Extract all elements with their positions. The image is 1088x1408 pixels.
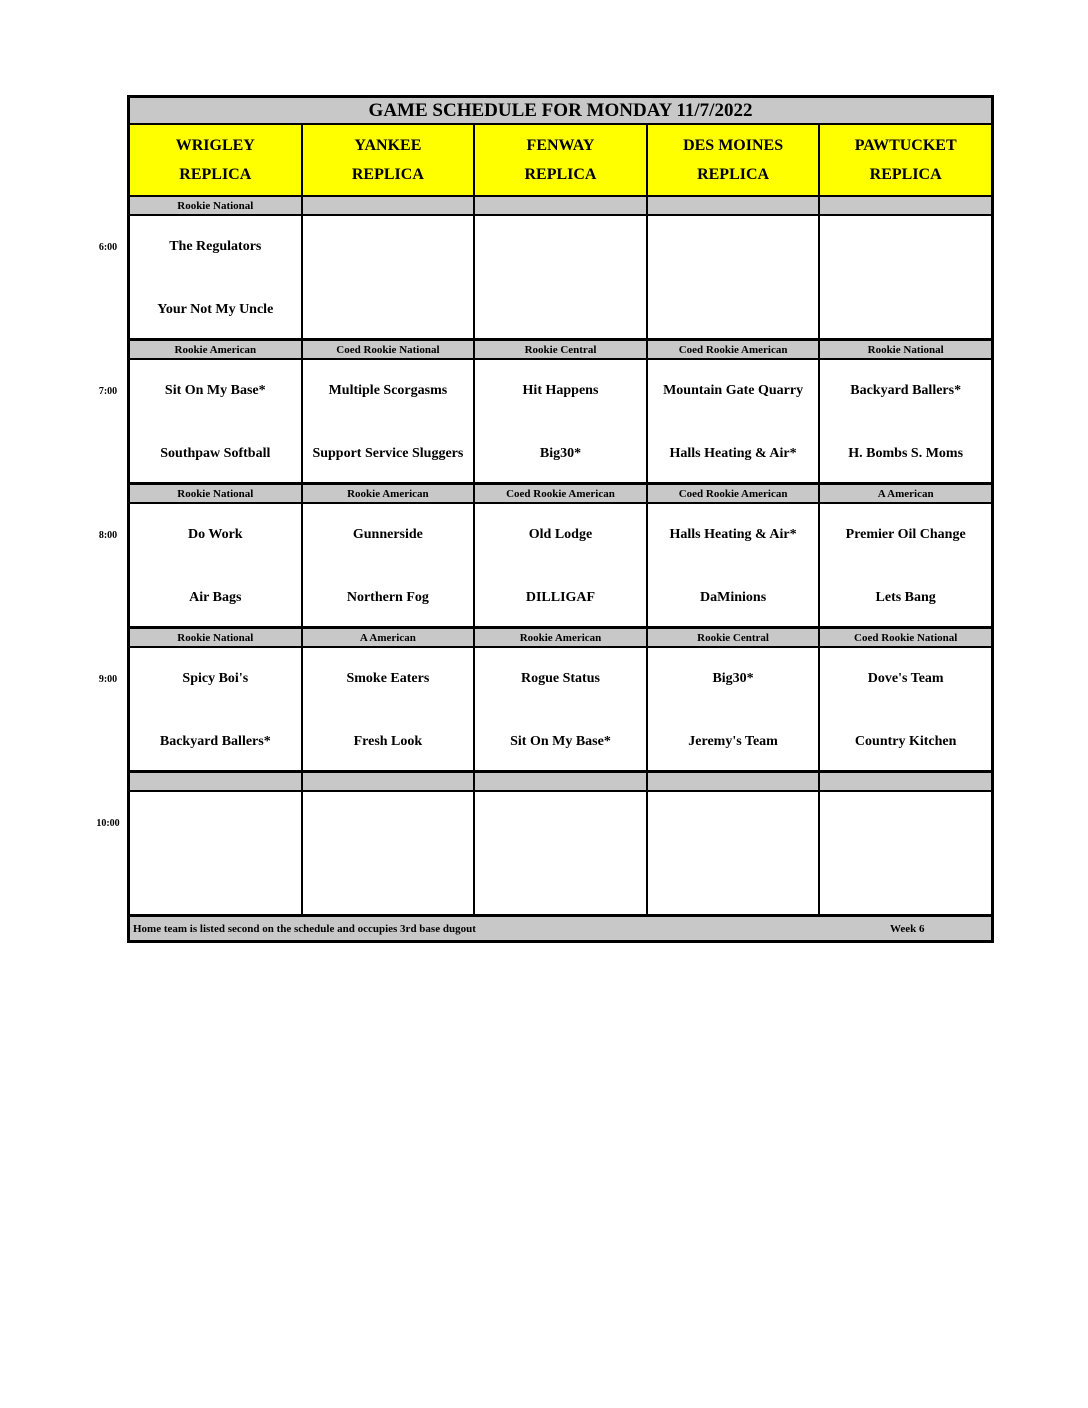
away-team: Do Work xyxy=(188,527,243,542)
division-label xyxy=(475,197,648,214)
away-team: Dove's Team xyxy=(867,671,944,686)
division-row xyxy=(130,485,991,504)
home-team: Northern Fog xyxy=(346,590,429,605)
game-cell xyxy=(303,648,476,770)
division-label xyxy=(130,773,303,790)
division-label: A American xyxy=(303,629,476,646)
game-cell xyxy=(648,792,821,914)
home-team: Your Not My Uncle xyxy=(157,302,274,317)
division-label: Rookie National xyxy=(867,343,944,356)
division-label xyxy=(820,773,991,790)
time-label: 6:00 xyxy=(98,242,118,253)
away-team: Hit Happens xyxy=(522,383,599,398)
game-cell xyxy=(820,216,991,338)
field-header-des-moines xyxy=(648,125,821,195)
away-team: The Regulators xyxy=(169,239,262,254)
field-sub: REPLICA xyxy=(524,165,597,183)
away-team: Sit On My Base* xyxy=(164,383,266,398)
game-cell xyxy=(820,504,991,626)
game-cell xyxy=(820,648,991,770)
away-team: Smoke Eaters xyxy=(346,671,430,686)
field-sub: REPLICA xyxy=(351,165,424,183)
division-label xyxy=(303,197,476,214)
field-name: YANKEE xyxy=(354,136,422,154)
division-row xyxy=(130,629,991,648)
field-name: FENWAY xyxy=(526,136,595,154)
away-team: Halls Heating & Air* xyxy=(669,527,797,542)
game-cell xyxy=(820,792,991,914)
schedule-sheet xyxy=(127,95,994,943)
time-label: 7:00 xyxy=(98,386,118,397)
week-label: Week 6 xyxy=(890,922,925,935)
division-label: Rookie Central xyxy=(648,629,821,646)
home-team: Sit On My Base* xyxy=(510,734,611,749)
home-team: Country Kitchen xyxy=(854,734,957,749)
division-label xyxy=(648,197,821,214)
game-row xyxy=(130,216,991,341)
division-label: Coed Rookie National xyxy=(854,631,958,644)
home-team: DILLIGAF xyxy=(525,590,596,605)
game-row xyxy=(130,792,991,917)
home-team: Jeremy's Team xyxy=(688,734,778,749)
game-row xyxy=(130,360,991,485)
game-cell xyxy=(303,504,476,626)
game-row xyxy=(130,504,991,629)
division-label: Coed Rookie American xyxy=(648,485,821,502)
game-cell xyxy=(648,504,821,626)
home-team: H. Bombs S. Moms xyxy=(848,446,964,461)
away-team: Rogue Status xyxy=(521,671,600,686)
field-name: WRIGLEY xyxy=(175,136,255,154)
game-cell xyxy=(475,792,648,914)
division-label xyxy=(820,197,991,214)
footer-row xyxy=(130,917,991,940)
field-header-fenway xyxy=(475,125,648,195)
time-label: 9:00 xyxy=(98,674,118,685)
division-label: Coed Rookie American xyxy=(475,485,648,502)
field-header-pawtucket xyxy=(820,125,991,195)
field-name: DES MOINES xyxy=(683,136,784,154)
division-label: Rookie American xyxy=(130,341,303,358)
field-sub: REPLICA xyxy=(179,165,252,183)
division-row xyxy=(130,341,991,360)
game-cell xyxy=(303,360,476,482)
game-cell xyxy=(475,648,648,770)
field-name: PAWTUCKET xyxy=(854,136,957,154)
time-label: 10:00 xyxy=(96,818,120,829)
home-team: Big30* xyxy=(539,446,582,461)
away-team: Old Lodge xyxy=(528,527,593,542)
division-row xyxy=(130,197,991,216)
game-cell xyxy=(820,360,991,482)
schedule-title: GAME SCHEDULE FOR MONDAY 11/7/2022 xyxy=(130,98,991,125)
division-label: Rookie American xyxy=(303,485,476,502)
division-label: Rookie National xyxy=(130,485,303,502)
game-cell xyxy=(648,360,821,482)
game-cell xyxy=(475,360,648,482)
away-team: Big30* xyxy=(712,671,754,686)
game-cell xyxy=(303,216,476,338)
field-sub: REPLICA xyxy=(869,165,942,183)
division-label: Coed Rookie American xyxy=(648,341,821,358)
game-cell xyxy=(303,792,476,914)
game-row xyxy=(130,648,991,773)
home-team: Fresh Look xyxy=(353,734,423,749)
game-cell xyxy=(648,216,821,338)
field-header-yankee xyxy=(303,125,476,195)
away-team: Backyard Ballers* xyxy=(850,383,962,398)
game-cell xyxy=(130,504,303,626)
home-team: Halls Heating & Air* xyxy=(669,446,797,461)
game-cell xyxy=(130,648,303,770)
division-label: Rookie Central xyxy=(475,341,648,358)
division-label: Rookie National xyxy=(130,197,303,214)
home-team: Southpaw Softball xyxy=(160,446,271,461)
game-cell xyxy=(475,216,648,338)
field-header-wrigley xyxy=(130,125,303,195)
home-team: DaMinions xyxy=(700,590,767,605)
division-label: A American xyxy=(877,487,934,500)
away-team: Premier Oil Change xyxy=(845,527,966,542)
game-cell xyxy=(130,216,303,338)
division-row xyxy=(130,773,991,792)
away-team: Multiple Scorgasms xyxy=(328,383,448,398)
home-team: Lets Bang xyxy=(875,590,936,605)
time-label: 8:00 xyxy=(98,530,118,541)
game-cell xyxy=(475,504,648,626)
division-label xyxy=(303,773,476,790)
game-cell xyxy=(130,360,303,482)
division-label: Rookie American xyxy=(475,629,648,646)
division-label xyxy=(475,773,648,790)
division-label: Coed Rookie National xyxy=(303,341,476,358)
home-team: Air Bags xyxy=(189,590,242,605)
game-cell xyxy=(130,792,303,914)
home-team: Support Service Sluggers xyxy=(312,446,464,461)
home-team-note: Home team is listed second on the schedule and occupies 3rd base dugout xyxy=(133,922,476,935)
division-label: Rookie National xyxy=(130,629,303,646)
away-team: Mountain Gate Quarry xyxy=(663,383,804,398)
field-header-row xyxy=(130,125,991,197)
game-cell xyxy=(648,648,821,770)
field-sub: REPLICA xyxy=(697,165,770,183)
home-team: Backyard Ballers* xyxy=(159,734,271,749)
away-team: Spicy Boi's xyxy=(182,671,249,686)
time-slots xyxy=(130,197,991,917)
division-label xyxy=(648,773,821,790)
away-team: Gunnerside xyxy=(352,527,423,542)
